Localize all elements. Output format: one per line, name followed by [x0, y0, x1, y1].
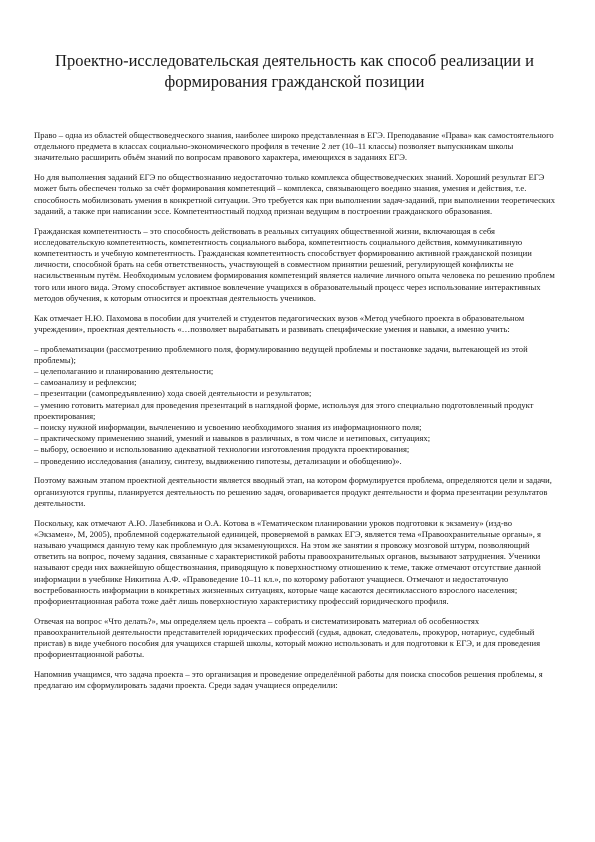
- paragraph: Напомнив учащимся, что задача проекта – это организация и проведение определённой работы для поиска способов решения проблемы, я предлагаю им сформулировать задачи проекта. Среди задач учащиеся определили:: [34, 669, 543, 691]
- paragraph: Гражданская компетентность – это способность действовать в реальных ситуациях общественной жизни, включающая в себя исследовательскую компетентность, компетентность социального выбора, компетентность социального действия, коммуникативную компетентность и учебную компетентность. Гражданская компетентность способствует формированию активной гражданской позиции личности, способной брать на себя ответственность, участвующей в совместном принятии решений, регулирующей конфликты не насильственным путём. Необходимым условием формирования компетенций является наличие личного опыта человека по решению проблем того или иного вида. Этому способствует активное вовлечение учащихся в образовательный процесс через использование интерактивных методов обучения, к которым относится и проектная деятельность учеников.: [34, 225, 555, 303]
- paragraph: Поскольку, как отмечают А.Ю. Лазебникова и О.А. Котова в «Тематическом планировании уроков подготовки к экзамену» (изд-во «Экзамен», М, 2005), проблемной содержательной единицей, проверяемой в рамках ЕГЭ, является тема «Правоохранительные органы», я называю учащимся данную тему как проблемную для экзаменующихся. На этом же занятии я провожу мозговой штурм, позволяющий ответить на вопрос, почему задания, связанные с характеристикой работы правоохранительных органов, вызывают затруднения. Ученики называют среди них важнейшую обществознания, приводящую к поверхностному отношению к теме, также отмечают отсутствие данной информации в учебнике Никитина А.Ф. «Правоведение 10–11 кл.», по которому работают учащиеся. Отмечают и недостаточную востребованность информации в конкретных жизненных ситуациях, которые чаще касаются десятиклассного взрослого населения; профориентационная работа тоже даёт лишь поверхностную характеристику профессий юридического профиля.: [34, 517, 541, 607]
- document-title: Проектно-исследовательская деятельность как способ реализации и формирования гражданской позиции: [55, 51, 534, 91]
- paragraph: Как отмечает Н.Ю. Пахомова в пособии для учителей и студентов педагогических вузов «Метод учебного проекта в образовательном учреждении», проектная деятельность «…позволяет вырабатывать и развивать специфические умения и навыки, а именно учить:: [34, 312, 525, 334]
- list-item: – проблематизации (рассмотрению проблемного поля, формулированию ведущей проблемы и постановке задачи, вытекающей из этой проблемы);: [34, 343, 528, 365]
- list-item: – целеполаганию и планированию деятельности;: [34, 366, 214, 377]
- paragraph: Отвечая на вопрос «Что делать?», мы определяем цель проекта – собрать и систематизировать материал об особенностях правоохранительной деятельности представителей юридических профессий (судья, адвокат, следователь, прокурор, нотариус, судебный пристав) в виде учебного пособия для учащихся старшей школы, который можно использовать и для подготовки к ЕГЭ, и для проведения профориентационной работы.: [34, 615, 541, 660]
- list-item: – презентации (самопредъявлению) хода своей деятельности и результатов;: [34, 388, 312, 399]
- list-item: – проведению исследования (анализу, синтезу, выдвижению гипотезы, детализации и обобщению)».: [34, 455, 402, 466]
- list-item: – умению готовить материал для проведения презентаций в наглядной форме, используя для этого специально подготовленный продукт проектирования;: [34, 399, 534, 421]
- list-item: – поиску нужной информации, вычленению и усвоению необходимого знания из информационного поля;: [34, 422, 422, 433]
- list-item: – самоанализу и рефлексии;: [34, 377, 137, 388]
- skills-list: [34, 344, 555, 467]
- paragraph: Но для выполнения заданий ЕГЭ по обществознанию недостаточно только комплекса обществоведческих знаний. Хороший результат ЕГЭ может быть обеспечен только за счёт формирования компетенций – комплекса, связывающего воедино знания, умения и действия, т.е. способность мобилизовать умения в конкретной ситуации. Это требуется как при выполнении задач-заданий, при выполнении теоретических заданий, а также при написании эссе. Компетентностный подход признан ведущим в построении гражданского образования.: [34, 172, 555, 216]
- list-item: – выбору, освоению и использованию адекватной технологии изготовления продукта проектирования;: [34, 444, 410, 455]
- paragraph: Поэтому важным этапом проектной деятельности является вводный этап, на котором формулируется проблема, определяются цели и задачи, организуются группы, планируется деятельность по решению задач, оговаривается продукт деятельности и форма презентации результатов деятельности.: [34, 475, 552, 508]
- paragraph: Право – одна из областей обществоведческого знания, наиболее широко представленная в ЕГЭ. Преподавание «Права» как самостоятельного отдельного предмета в классах социально-экономического профиля в течение 2 лет (10–11 классы) позволяет выпускникам школы значительно расширить объём знаний по вопросам правового характера, имеющихся в заданиях ЕГЭ.: [34, 130, 554, 163]
- list-item: – практическому применению знаний, умений и навыков в различных, в том числе и нетиповых, ситуациях;: [34, 433, 431, 444]
